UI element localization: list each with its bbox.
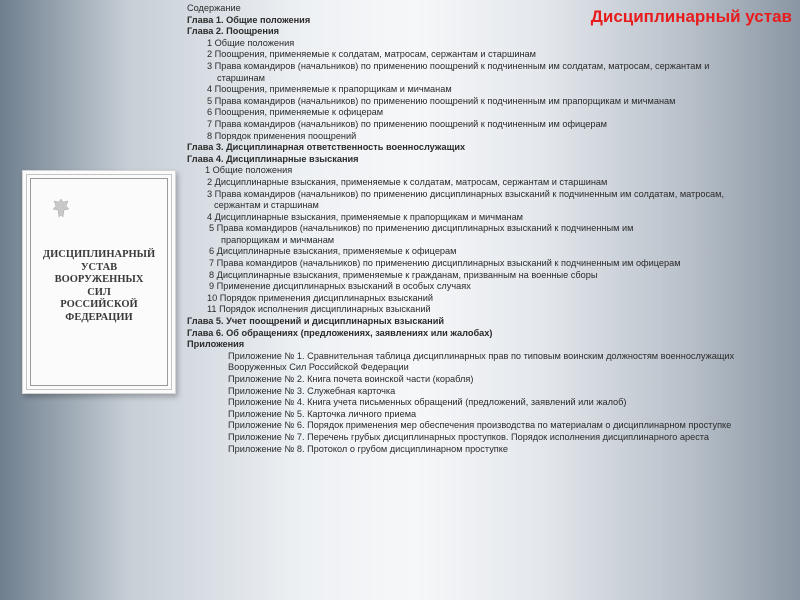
toc-item: 1 Общие положения <box>207 37 295 48</box>
toc-item: 1 Общие положения <box>205 165 293 176</box>
toc-item: 2 Поощрения, применяемые к солдатам, матросам, сержантам и старшинам <box>207 49 536 60</box>
toc-item: 8 Порядок применения поощрений <box>207 130 357 141</box>
toc-item-continuation: сержантам и старшинам <box>214 200 319 211</box>
cover-line: РОССИЙСКОЙ <box>60 299 138 310</box>
toc-chapter-2: Глава 2. Поощрения <box>187 26 279 37</box>
toc-item: 4 Дисциплинарные взыскания, применяемые к прапорщикам и мичманам <box>207 211 523 222</box>
toc-item: 3 Права командиров (начальников) по применению дисциплинарных взысканий к подчиненным им солдатам, матросам, <box>207 188 725 199</box>
toc-appendix: Приложение № 5. Карточка личного приема <box>228 408 417 419</box>
toc-item: 8 Дисциплинарные взыскания, применяемые к гражданам, призванным на военные сборы <box>209 269 598 280</box>
toc-appendix: Приложение № 4. Книга учета письменных обращений (предложений, заявлений или жалоб) <box>228 397 627 408</box>
toc-chapter-4: Глава 4. Дисциплинарные взыскания <box>187 153 359 164</box>
toc-item: 9 Применение дисциплинарных взысканий в особых случаях <box>209 281 471 292</box>
toc-appendix: Приложение № 3. Служебная карточка <box>228 385 396 396</box>
toc-item: 6 Дисциплинарные взыскания, применяемые к офицерам <box>209 246 457 257</box>
toc-appendix: Приложение № 6. Порядок применения мер обеспечения производства по материалам о дисциплинарном проступке <box>228 420 732 431</box>
toc-item: 5 Права командиров (начальников) по применению дисциплинарных взысканий к подчиненным им <box>209 223 634 234</box>
cover-line: ВООРУЖЕННЫХ <box>54 274 144 285</box>
toc-chapter-3: Глава 3. Дисциплинарная ответственность военнослужащих <box>187 142 466 153</box>
eagle-emblem-icon <box>51 197 71 219</box>
toc-item: 11 Порядок исполнения дисциплинарных взысканий <box>207 304 431 315</box>
toc-appendix: Приложение № 2. Книга почета воинской части (корабля) <box>228 374 474 384</box>
toc-appendices-heading: Приложения <box>187 339 245 350</box>
toc-appendix: Приложение № 7. Перечень грубых дисциплинарных проступков. Порядок исполнения дисциплинарного ареста <box>228 431 710 442</box>
toc-appendix: Приложение № 8. Протокол о грубом дисциплинарном проступке <box>228 443 508 454</box>
cover-line: УСТАВ <box>80 261 118 273</box>
cover-line: ДИСЦИПЛИНАРНЫЙ <box>42 249 156 260</box>
toc-chapter-6: Глава 6. Об обращениях (предложениях, заявлениях или жалобах) <box>187 327 493 338</box>
toc-item: 3 Права командиров (начальников) по применению поощрений к подчиненным им солдатам, матросам, сержантам и <box>207 60 710 71</box>
toc-heading: Содержание <box>187 3 241 13</box>
toc-item: 10 Порядок применения дисциплинарных взысканий <box>207 292 433 303</box>
toc-item: 2 Дисциплинарные взыскания, применяемые к солдатам, матросам, сержантам и старшинам <box>207 176 608 187</box>
toc-item: 7 Права командиров (начальников) по применению дисциплинарных взысканий к подчиненным им офицерам <box>209 258 681 269</box>
cover-line: ФЕДЕРАЦИИ <box>65 311 133 323</box>
table-of-contents <box>187 3 787 455</box>
toc-chapter-5: Глава 5. Учет поощрений и дисциплинарных взысканий <box>187 316 445 327</box>
slide-title: Дисциплинарный устав <box>590 7 792 26</box>
toc-item-continuation: прапорщикам и мичманам <box>221 234 335 245</box>
toc-item: 5 Права командиров (начальников) по применению поощрений к подчиненным им прапорщикам и мичманам <box>207 95 676 106</box>
toc-chapter-1: Глава 1. Общие положения <box>187 14 311 25</box>
toc-item-continuation: старшинам <box>217 72 265 83</box>
cover-line: СИЛ <box>87 286 111 298</box>
toc-appendix: Приложение № 1. Сравнительная таблица дисциплинарных прав по типовым воинским должностям военнослужащих Вооруженных Сил Российской Федерации <box>228 350 735 373</box>
cover-title <box>33 249 165 324</box>
book-cover-image <box>22 170 176 394</box>
toc-item: 6 Поощрения, применяемые к офицерам <box>207 107 384 118</box>
toc-item: 7 Права командиров (начальников) по применению поощрений к подчиненным им офицерам <box>207 118 607 129</box>
toc-item: 4 Поощрения, применяемые к прапорщикам и мичманам <box>207 84 452 95</box>
